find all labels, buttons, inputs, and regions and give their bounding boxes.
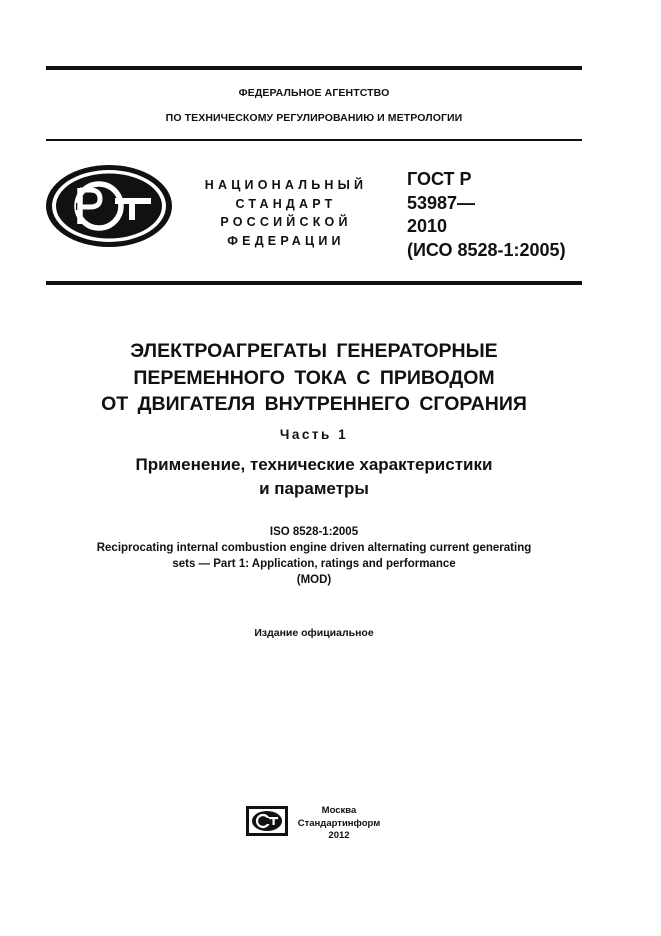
part-label: Часть 1 [279, 427, 349, 442]
publisher-city: Москва [321, 805, 357, 816]
iso-line: (MOD) [296, 574, 332, 586]
publisher-block [292, 805, 386, 843]
header-rule [46, 139, 582, 141]
block-rule [46, 281, 582, 285]
natstd-line: РОССИЙСКОЙ [220, 215, 352, 229]
top-rule [46, 66, 582, 70]
natstd-line: СТАНДАРТ [235, 196, 337, 211]
iso-reference-block [46, 524, 582, 588]
title-line: ОТ ДВИГАТЕЛЯ ВНУТРЕННЕГО СГОРАНИЯ [101, 393, 527, 415]
gost-line: ГОСТ Р [407, 169, 472, 189]
agency-name-line2: ПО ТЕХНИЧЕСКОМУ РЕГУЛИРОВАНИЮ И МЕТРОЛОГИИ [165, 112, 463, 124]
standard-designation [407, 168, 566, 262]
publisher-name: Стандартинформ [297, 817, 381, 829]
document-subtitle [46, 453, 582, 501]
agency-name-line1: ФЕДЕРАЛЬНОЕ АГЕНТСТВО [238, 87, 390, 99]
document-title [46, 338, 582, 418]
subtitle-line: Применение, технические характеристики [135, 455, 493, 474]
title-line: ПЕРЕМЕННОГО ТОКА С ПРИВОДОМ [133, 366, 495, 389]
edition-note: Издание официальное [254, 627, 374, 639]
title-line: ЭЛЕКТРОАГРЕГАТЫ ГЕНЕРАТОРНЫЕ [130, 340, 498, 362]
subtitle-line: и параметры [259, 479, 369, 498]
publisher-year: 2012 [328, 830, 350, 841]
iso-reference: (ИСО 8528-1:2005) [407, 239, 566, 260]
natstd-line: НАЦИОНАЛЬНЫЙ [204, 178, 368, 192]
natstd-line: ФЕДЕРАЦИИ [227, 233, 345, 248]
gost-year: 2010 [407, 216, 448, 236]
gost-r-logo-icon [44, 163, 174, 249]
national-standard-label [186, 176, 386, 250]
standartinform-logo-icon [246, 806, 288, 836]
iso-line: Reciprocating internal combustion engine driven alternating current generating [96, 542, 532, 554]
gost-number: 53987— [407, 192, 476, 213]
iso-line: sets — Part 1: Application, ratings and performance [172, 558, 456, 570]
iso-line: ISO 8528-1:2005 [269, 526, 359, 538]
